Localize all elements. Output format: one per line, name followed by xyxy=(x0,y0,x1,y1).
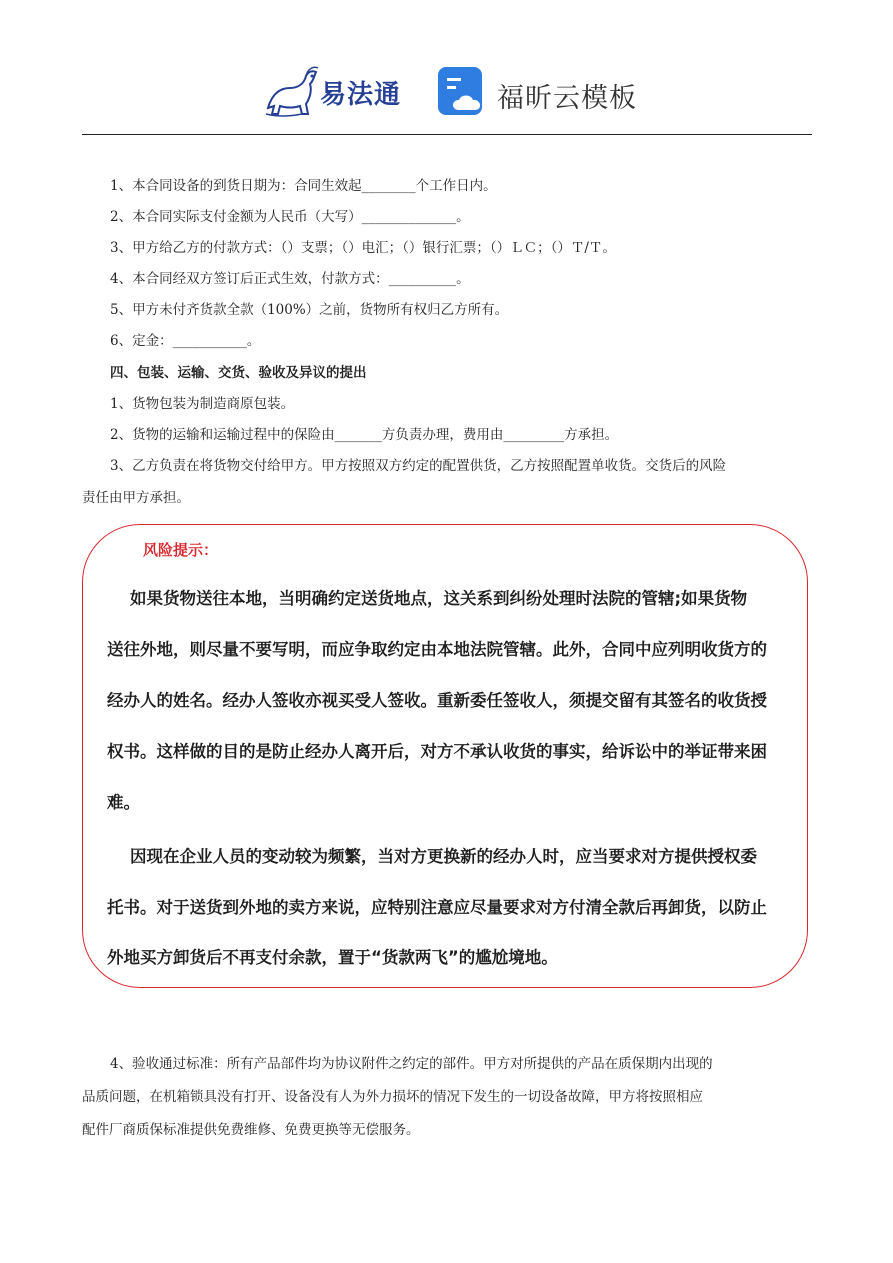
clause-6: 6、定金：___________。 xyxy=(110,333,261,349)
clause-5: 5、甲方未付齐货款全款（100%）之前，货物所有权归乙方所有。 xyxy=(110,302,509,318)
section-4-item-3-line-2: 责任由甲方承担。 xyxy=(82,490,190,506)
header-divider xyxy=(82,134,812,135)
section-4-item-3-line-1: 3、乙方负责在将货物交付给甲方。甲方按照双方约定的配置供货，乙方按照配置单收货。交货后的风险 xyxy=(110,458,727,474)
risk-line: 权书。这样做的目的是防止经办人离开后，对方不承认收货的事实，给诉讼中的举证带来困 xyxy=(107,742,767,761)
qilin-icon xyxy=(262,64,322,120)
fuxin-logo xyxy=(437,64,637,120)
page-header xyxy=(0,60,893,122)
clause-3: 3、甲方给乙方的付款方式：（）支票；（）电汇；（）银行汇票；（）ＬＣ；（）Ｔ/Ｔ。 xyxy=(110,240,616,256)
section-4-item-4-line-1: 4、验收通过标准：所有产品部件均为协议附件之约定的部件。甲方对所提供的产品在质保期内出现的 xyxy=(110,1056,713,1072)
logo2-text: 福昕云模板 xyxy=(497,83,637,114)
risk-notice-title: 风险提示： xyxy=(143,541,219,559)
risk-notice-box xyxy=(82,524,808,988)
risk-line: 如果货物送往本地，当明确约定送货地点，这关系到纠纷处理时法院的管辖;如果货物 xyxy=(107,589,748,608)
cloud-doc-icon xyxy=(437,66,487,118)
clause-2: 2、本合同实际支付金额为人民币（大写）______________。 xyxy=(110,209,470,225)
risk-line: 送往外地，则尽量不要写明，而应争取约定由本地法院管辖。此外，合同中应列明收货方的 xyxy=(107,640,767,659)
risk-line: 因现在企业人员的变动较为频繁，当对方更换新的经办人时，应当要求对方提供授权委 xyxy=(107,847,757,866)
logo1-text: 易法通 xyxy=(320,80,402,110)
section-4-title: 四、包装、运输、交货、验收及异议的提出 xyxy=(110,365,367,381)
section-4-item-1: 1、货物包装为制造商原包装。 xyxy=(110,396,295,412)
section-4-item-4-line-3: 配件厂商质保标准提供免费维修、免费更换等无偿服务。 xyxy=(82,1122,420,1138)
clause-4: 4、本合同经双方签订后正式生效，付款方式：__________。 xyxy=(110,271,470,287)
yifatong-logo xyxy=(262,64,412,120)
section-4-item-4-line-2: 品质问题，在机箱锁具没有打开、设备没有人为外力损坏的情况下发生的一切设备故障，甲方将按照相应 xyxy=(82,1089,703,1105)
section-4-item-2: 2、货物的运输和运输过程中的保险由_______方负责办理，费用由_________方承担。 xyxy=(110,427,619,443)
risk-line: 经办人的姓名。经办人签收亦视买受人签收。重新委任签收人，须提交留有其签名的收货授 xyxy=(107,691,767,710)
risk-line: 托书。对于送货到外地的卖方来说，应特别注意应尽量要求对方付清全款后再卸货，以防止 xyxy=(107,898,767,917)
risk-line: 外地买方卸货后不再支付余款，置于“货款两飞”的尴尬境地。 xyxy=(107,948,558,967)
risk-line: 难。 xyxy=(107,793,140,812)
clause-1: 1、本合同设备的到货日期为：合同生效起________个工作日内。 xyxy=(110,178,497,194)
